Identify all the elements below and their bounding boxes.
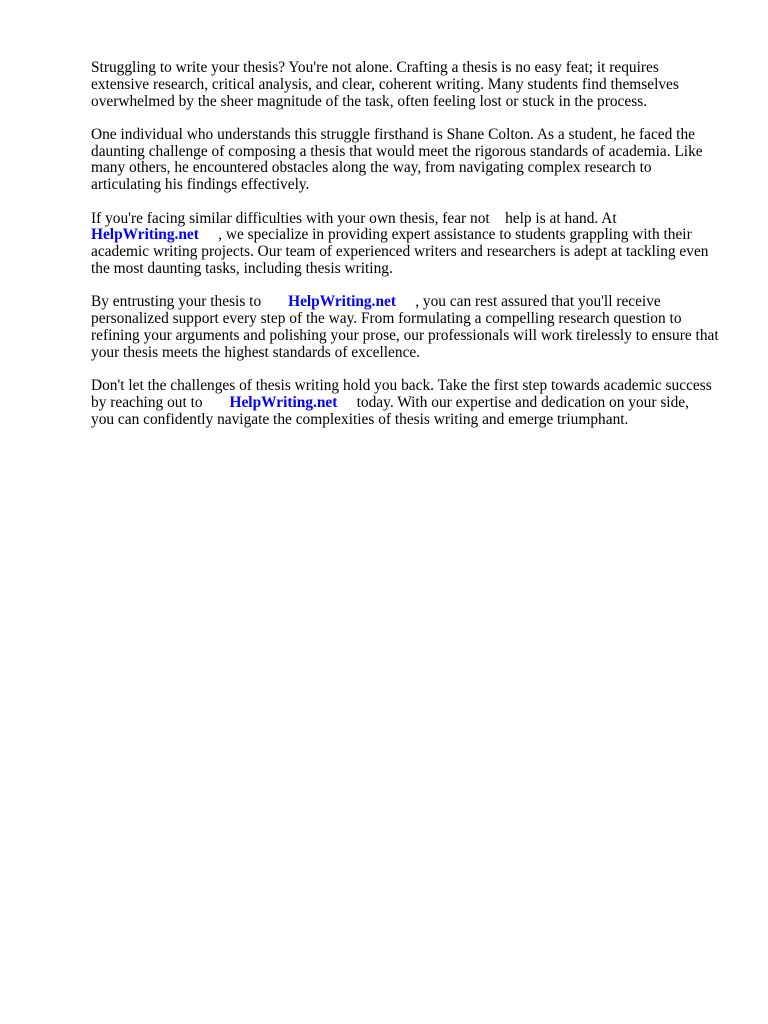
text-line: If you're facing similar difficulties with your own thesis, fear not help is at hand. At [91,209,617,227]
text-segment: By entrusting your thesis to [91,293,289,311]
helpwriting-link[interactable]: HelpWriting.net [288,293,396,311]
text-line: overwhelmed by the sheer magnitude of the task, often feeling lost or stuck in the process. [91,92,648,110]
text-line: personalized support every step of the way. From formulating a compelling research question to [91,310,682,328]
text-line: many others, he encountered obstacles along the way, from navigating complex research to [91,159,652,177]
helpwriting-link[interactable]: HelpWriting.net [229,393,338,411]
text-line: One individual who understands this struggle firsthand is Shane Colton. As a student, he faced the [91,125,695,143]
text-segment: , we specialize in providing expert assistance to students grappling with their [198,226,692,244]
paragraph-shane-colton [91,127,731,194]
text-segment: , you can rest assured that you'll receive [395,293,661,311]
text-segment: today. With our expertise and dedication on your side, [337,393,689,411]
text-line: the most daunting tasks, including thesis writing. [91,259,393,277]
text-line: extensive research, critical analysis, and clear, coherent writing. Many students find themselves [91,75,679,93]
text-line: Don't let the challenges of thesis writing hold you back. Take the first step towards academic success [91,376,712,394]
text-line: daunting challenge of composing a thesis that would meet the rigorous standards of academia. Like [91,142,703,160]
text-line: Struggling to write your thesis? You're not alone. Crafting a thesis is no easy feat; it requires [91,59,659,76]
text-line [91,294,731,311]
paragraph-closing [91,378,731,428]
paragraph-entrusting [91,294,731,361]
text-line: academic writing projects. Our team of experienced writers and researchers is adept at tackling even [91,243,709,261]
text-segment: by reaching out to [91,393,230,411]
text-line [91,227,731,244]
text-line: articulating his findings effectively. [91,176,310,194]
text-line: you can confidently navigate the complexities of thesis writing and emerge triumphant. [91,410,629,428]
text-line: your thesis meets the highest standards of excellence. [91,343,421,361]
text-line [91,395,731,412]
text-line: refining your arguments and polishing your prose, our professionals will work tirelessly to ensure that [91,326,719,344]
paragraph-help-at-hand [91,211,731,278]
document-body [91,60,731,445]
paragraph-intro [91,60,731,110]
helpwriting-link[interactable]: HelpWriting.net [91,226,199,244]
